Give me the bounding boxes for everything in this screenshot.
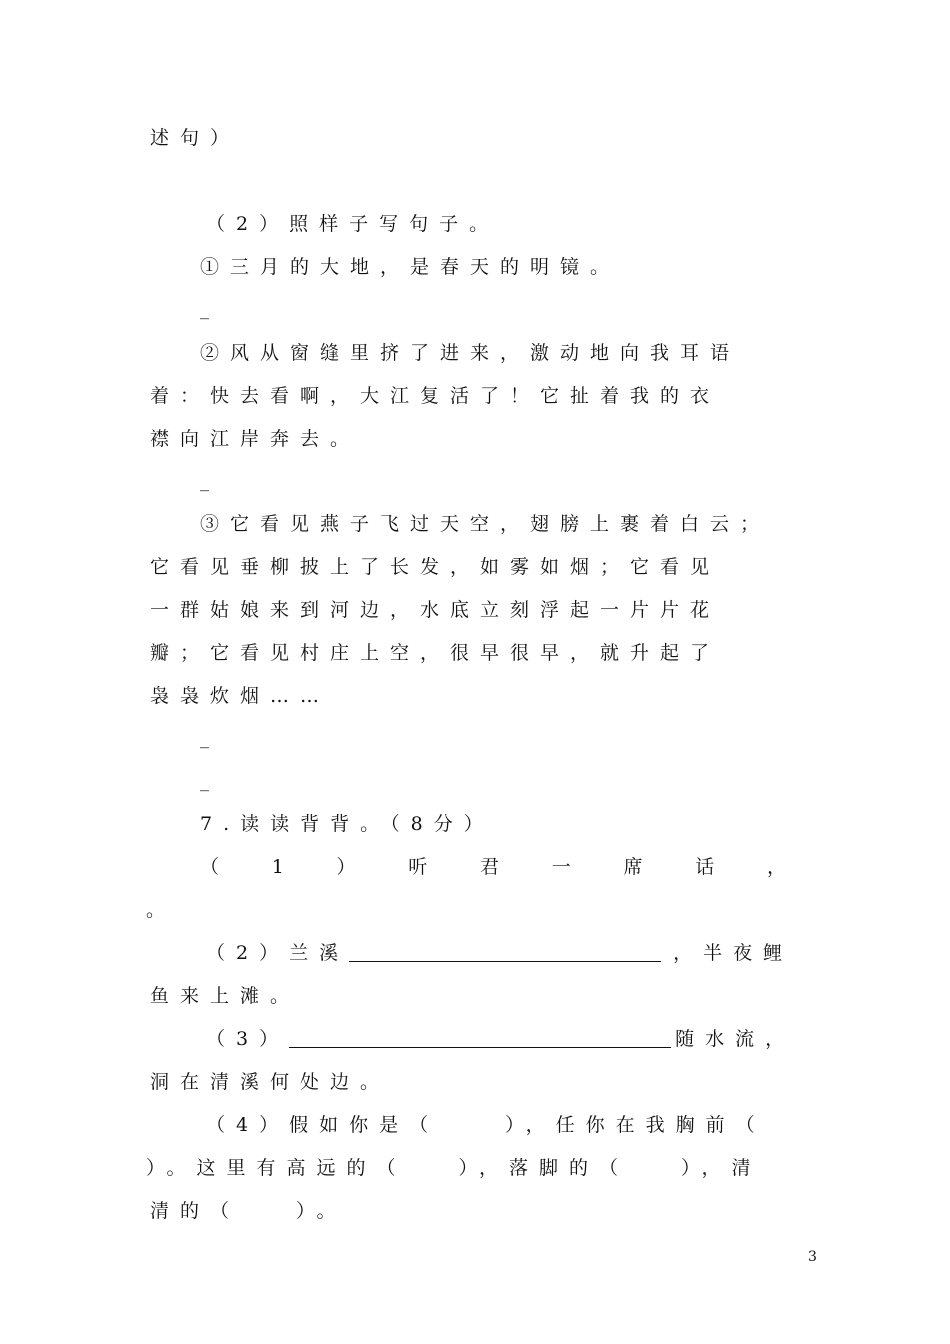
example-paragraph-line: 着：快去看啊，大江复活了！它扯着我的衣 <box>150 385 721 407</box>
poem-char: 一 <box>551 856 571 878</box>
fill-in-line <box>206 941 793 965</box>
example-paragraph-line: 瓣；它看见村庄上空，很早很早，就升起了 <box>150 642 721 664</box>
poem-char: （ <box>200 856 220 878</box>
fill-in-line <box>150 1199 347 1223</box>
answer-blank-mark: _ <box>200 771 209 792</box>
answer-blank-mark: _ <box>200 299 209 320</box>
fill-in-text: 清的（ <box>150 1200 241 1222</box>
fill-in-text: ），清 <box>681 1157 762 1179</box>
answer-blank-mark: _ <box>200 728 209 749</box>
text-line: 。 <box>146 899 177 921</box>
poem-char: 席 <box>623 856 643 878</box>
poem-line-1 <box>200 855 786 879</box>
text-line: 洞在清溪何处边。 <box>150 1071 391 1093</box>
fill-in-line <box>146 1156 762 1180</box>
fill-in-prefix: （4）假如你是（ <box>206 1114 440 1136</box>
fill-in-line <box>206 1027 795 1051</box>
fill-in-suffix: ，半夜鲤 <box>673 942 794 964</box>
poem-char: 1 <box>271 856 284 878</box>
question-heading: （2）照样子写句子。 <box>206 213 500 235</box>
example-sentence: ①三月的大地，是春天的明镜。 <box>200 256 621 278</box>
text-line: 鱼来上滩。 <box>150 985 301 1007</box>
page-number: 3 <box>808 1249 817 1265</box>
example-paragraph-line: 一群姑娘来到河边，水底立刻浮起一片片花 <box>150 599 721 621</box>
fill-in-text: ），任你在我胸前（ <box>505 1114 766 1136</box>
fill-in-prefix: （2）兰溪 <box>206 942 350 964</box>
poem-char: 话 <box>695 856 715 878</box>
answer-blank-mark: _ <box>200 471 209 492</box>
example-paragraph-line: ③它看见燕子飞过天空，翅膀上裹着白云； <box>200 513 771 535</box>
text-line: 述句） <box>150 127 241 149</box>
example-paragraph-line: 襟向江岸奔去。 <box>150 428 361 450</box>
fill-in-prefix: （3） <box>206 1028 290 1050</box>
poem-char: 君 <box>480 856 500 878</box>
question-heading: 7.读读背背。（8分） <box>200 813 494 835</box>
fill-in-text: ）。 <box>296 1200 347 1222</box>
fill-in-text: ）。这里有高远的（ <box>146 1157 407 1179</box>
poem-char: 听 <box>408 856 428 878</box>
fill-in-blank[interactable] <box>289 1027 671 1048</box>
fill-in-suffix: 随水流， <box>675 1028 796 1050</box>
example-paragraph-line: ②风从窗缝里挤了进来，激动地向我耳语 <box>200 342 741 364</box>
fill-in-text: ），落脚的（ <box>458 1157 630 1179</box>
poem-char: ） <box>336 856 356 878</box>
example-paragraph-line: 它看见垂柳披上了长发，如雾如烟；它看见 <box>150 556 721 578</box>
poem-char: ， <box>766 856 786 878</box>
fill-in-blank[interactable] <box>349 941 661 962</box>
fill-in-line <box>206 1113 766 1137</box>
example-paragraph-line: 袅袅炊烟…… <box>150 685 331 707</box>
